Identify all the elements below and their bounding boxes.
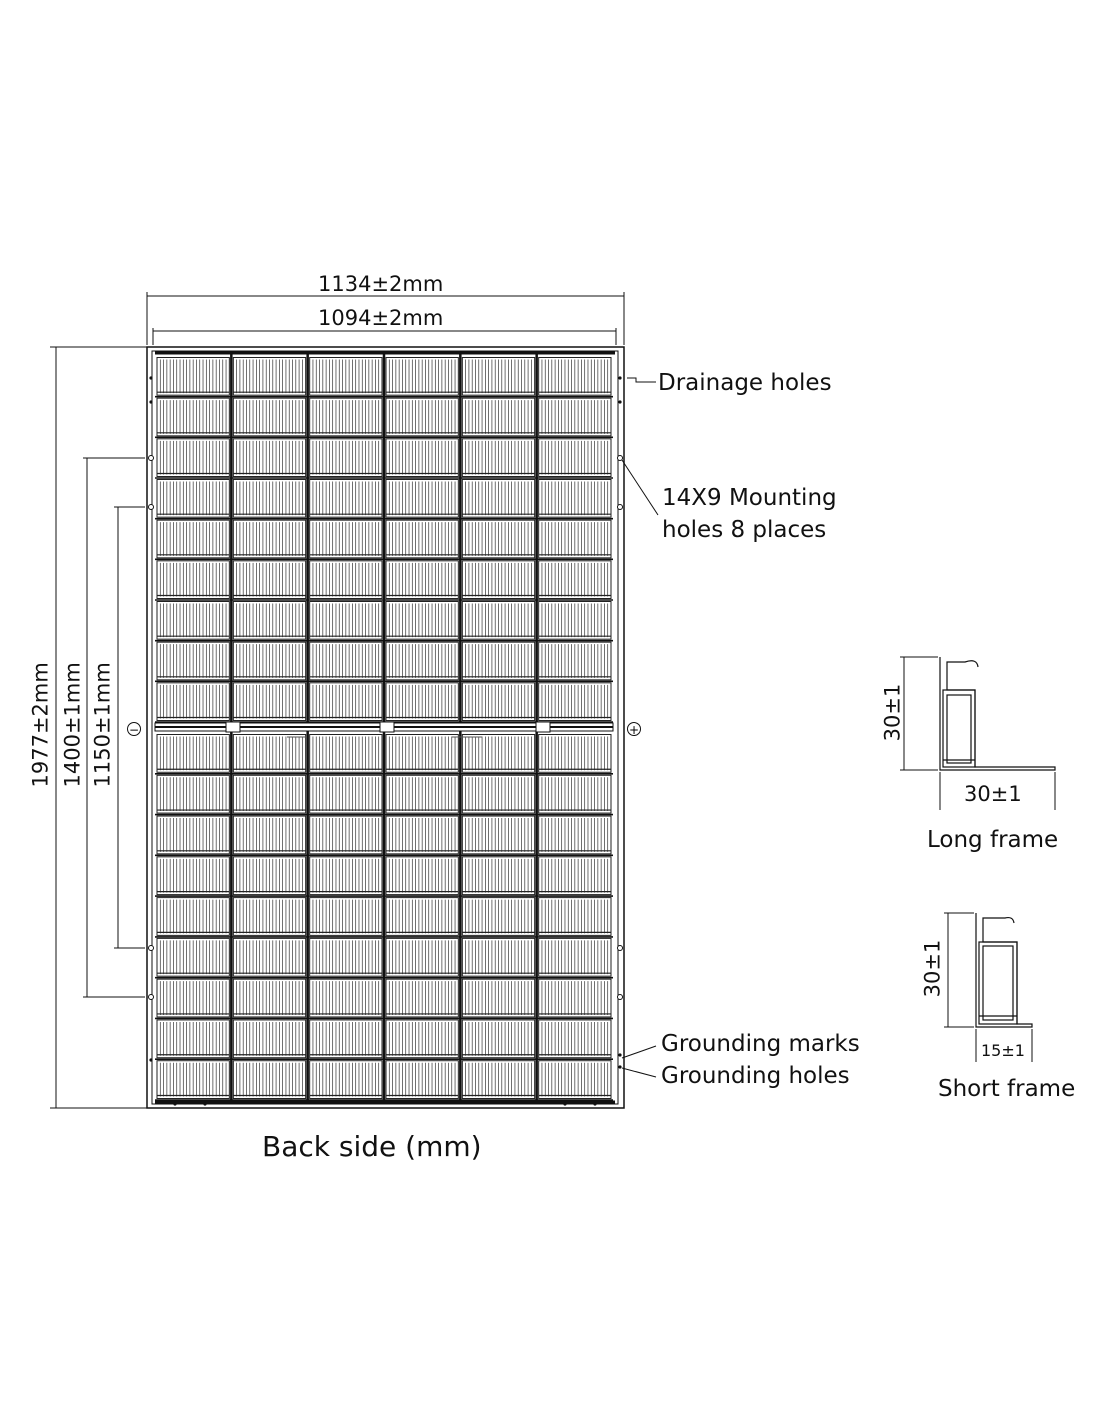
solar-cell xyxy=(462,642,534,680)
solar-cell xyxy=(310,480,382,518)
mount-outer-label: 1400±1mm xyxy=(60,662,85,788)
solar-cell xyxy=(233,857,305,895)
solar-cell xyxy=(462,857,534,895)
solar-cell xyxy=(539,1020,611,1058)
solar-cell xyxy=(462,775,534,813)
back-side-caption: Back side (mm) xyxy=(262,1130,482,1163)
solar-cell xyxy=(462,480,534,518)
short-frame-height-label: 30±1 xyxy=(920,939,945,998)
solar-cell xyxy=(233,642,305,680)
solar-cell xyxy=(539,398,611,436)
solar-cell xyxy=(310,857,382,895)
solar-cell xyxy=(310,520,382,558)
solar-cell xyxy=(539,857,611,895)
solar-cell xyxy=(233,520,305,558)
solar-cell xyxy=(310,602,382,640)
solar-cell xyxy=(462,1061,534,1099)
solar-cell xyxy=(310,358,382,396)
solar-cell xyxy=(157,1061,229,1099)
solar-cell xyxy=(386,979,458,1017)
solar-cell xyxy=(539,979,611,1017)
solar-cell xyxy=(157,1020,229,1058)
solar-cell xyxy=(539,561,611,599)
grounding-holes-label: Grounding holes xyxy=(661,1063,850,1089)
solar-cell xyxy=(233,1020,305,1058)
solar-cell xyxy=(310,979,382,1017)
solar-cell xyxy=(233,979,305,1017)
solar-cell xyxy=(157,561,229,599)
solar-cell xyxy=(386,1061,458,1099)
solar-cell xyxy=(233,602,305,640)
solar-cell xyxy=(386,602,458,640)
solar-cell xyxy=(386,735,458,773)
solar-cell xyxy=(157,439,229,477)
solar-cell xyxy=(462,1020,534,1058)
solar-cell xyxy=(386,938,458,976)
solar-cell xyxy=(310,683,382,721)
short-frame-profile xyxy=(976,913,1032,1027)
solar-cell xyxy=(386,480,458,518)
solar-cell xyxy=(462,816,534,854)
solar-cell xyxy=(157,642,229,680)
solar-cell xyxy=(157,398,229,436)
solar-cell xyxy=(157,520,229,558)
solar-cell xyxy=(539,938,611,976)
solar-cell xyxy=(233,683,305,721)
solar-cell xyxy=(233,735,305,773)
solar-cell xyxy=(157,857,229,895)
solar-cell xyxy=(539,439,611,477)
solar-cell xyxy=(310,398,382,436)
solar-cell xyxy=(462,358,534,396)
overall-width-label: 1134±2mm xyxy=(318,272,444,296)
solar-cell xyxy=(310,735,382,773)
solar-cell xyxy=(539,480,611,518)
solar-cell xyxy=(310,439,382,477)
solar-cell xyxy=(233,480,305,518)
solar-cell xyxy=(539,898,611,936)
solar-cell xyxy=(310,561,382,599)
solar-cell xyxy=(233,775,305,813)
solar-cell xyxy=(157,480,229,518)
solar-cell xyxy=(386,520,458,558)
solar-cell xyxy=(539,816,611,854)
solar-cell xyxy=(386,1020,458,1058)
mount-inner-label: 1150±1mm xyxy=(90,662,115,788)
solar-cell xyxy=(310,816,382,854)
solar-cell xyxy=(233,1061,305,1099)
solar-cell xyxy=(462,683,534,721)
solar-cell xyxy=(386,816,458,854)
solar-cell xyxy=(539,775,611,813)
solar-cell xyxy=(462,898,534,936)
solar-cell xyxy=(157,735,229,773)
drainage-holes-label: Drainage holes xyxy=(658,370,832,396)
solar-cell xyxy=(386,857,458,895)
solar-cell xyxy=(157,979,229,1017)
solar-cell xyxy=(157,602,229,640)
solar-cell xyxy=(157,898,229,936)
long-frame-width-label: 30±1 xyxy=(964,782,1022,806)
solar-cell xyxy=(386,683,458,721)
short-frame-dims xyxy=(944,913,1032,1062)
negative-sign: − xyxy=(128,723,140,737)
mounting-holes-label-2: holes 8 places xyxy=(662,517,827,543)
solar-cell xyxy=(462,561,534,599)
solar-cell xyxy=(462,938,534,976)
solar-cell xyxy=(539,358,611,396)
overall-height-label: 1977±2mm xyxy=(28,662,53,788)
solar-cell xyxy=(310,642,382,680)
solar-cell xyxy=(310,938,382,976)
short-frame-title: Short frame xyxy=(938,1076,1076,1102)
solar-cell xyxy=(539,602,611,640)
solar-cell xyxy=(539,1061,611,1099)
solar-cell xyxy=(233,398,305,436)
long-frame-profile xyxy=(940,657,1055,770)
solar-cell xyxy=(462,735,534,773)
solar-cell xyxy=(386,642,458,680)
long-frame-title: Long frame xyxy=(927,827,1059,853)
solar-cell xyxy=(462,602,534,640)
solar-cell xyxy=(233,816,305,854)
solar-cell xyxy=(233,938,305,976)
solar-cell xyxy=(233,358,305,396)
solar-cell xyxy=(386,398,458,436)
positive-sign: + xyxy=(628,723,640,737)
solar-cell xyxy=(539,683,611,721)
solar-cell xyxy=(157,816,229,854)
solar-cell xyxy=(157,938,229,976)
solar-cell xyxy=(310,1061,382,1099)
solar-cell xyxy=(462,979,534,1017)
solar-cell xyxy=(233,898,305,936)
solar-cell xyxy=(386,775,458,813)
solar-cell xyxy=(539,735,611,773)
solar-cell xyxy=(157,775,229,813)
solar-cell xyxy=(539,520,611,558)
grounding-marks-label: Grounding marks xyxy=(661,1031,860,1057)
solar-cell xyxy=(386,561,458,599)
long-frame-height-label: 30±1 xyxy=(880,683,905,742)
solar-cell xyxy=(157,683,229,721)
cell-width-label: 1094±2mm xyxy=(318,306,444,330)
solar-cell xyxy=(310,898,382,936)
solar-cell xyxy=(386,358,458,396)
solar-cell xyxy=(462,520,534,558)
solar-cell xyxy=(310,1020,382,1058)
solar-cell xyxy=(310,775,382,813)
solar-cell xyxy=(462,398,534,436)
solar-cell xyxy=(386,439,458,477)
solar-cell xyxy=(233,561,305,599)
solar-cell xyxy=(157,358,229,396)
mounting-holes-label-1: 14X9 Mounting xyxy=(662,485,837,511)
solar-cell xyxy=(462,439,534,477)
solar-cell xyxy=(233,439,305,477)
solar-cell xyxy=(386,898,458,936)
short-frame-width-label: 15±1 xyxy=(981,1041,1025,1060)
solar-cell xyxy=(539,642,611,680)
